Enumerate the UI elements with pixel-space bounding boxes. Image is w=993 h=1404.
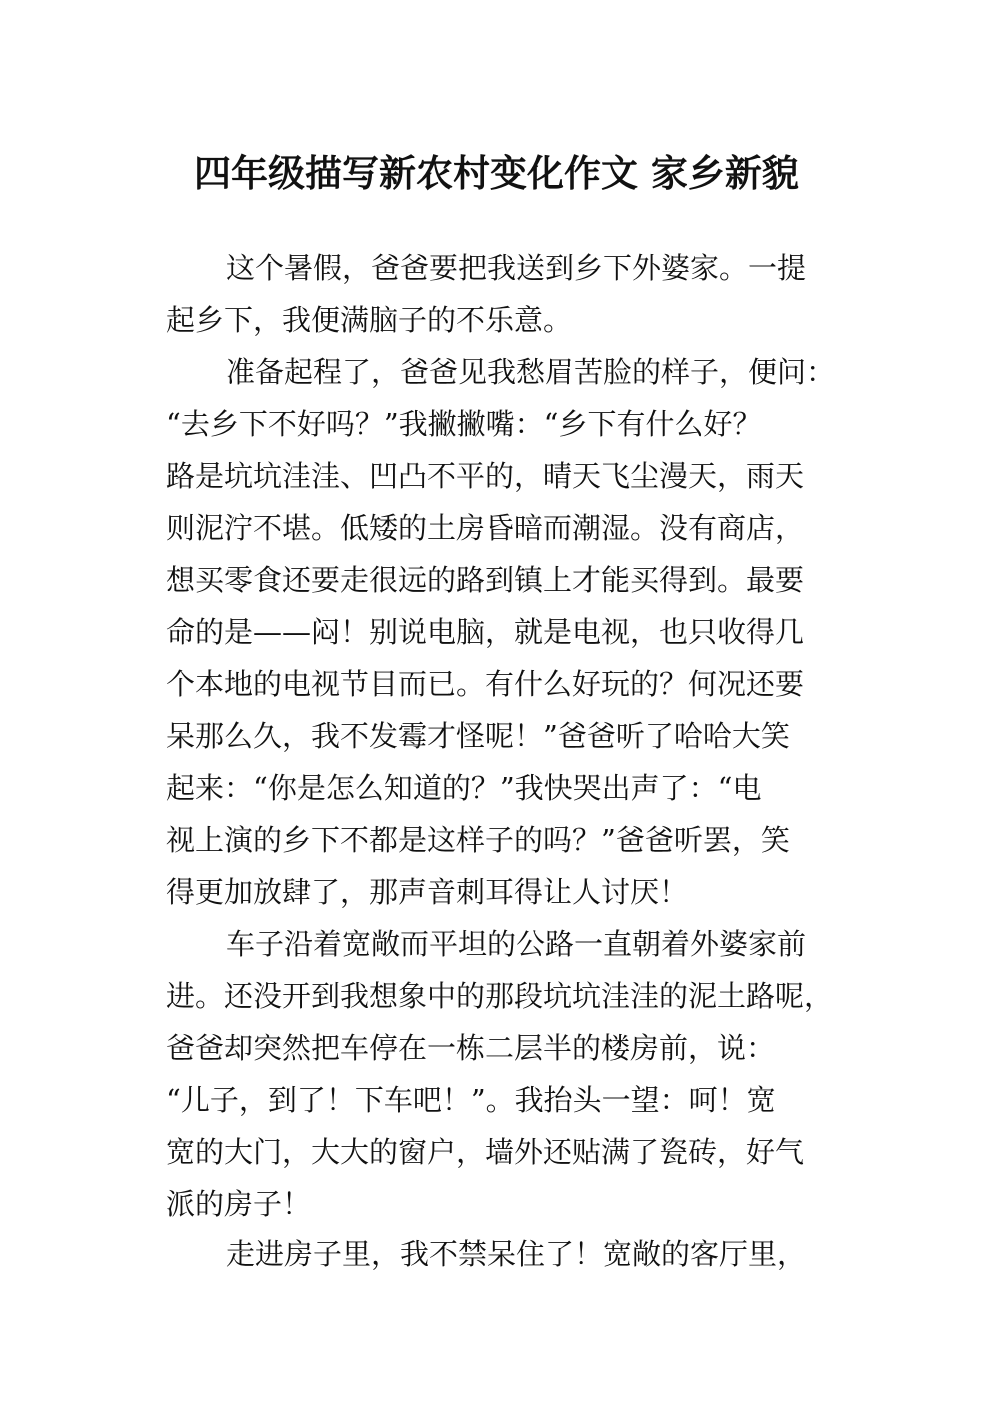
text-line: 派的房子！ [166,1187,312,1221]
text-line: 想买零食还要走很远的路到镇上才能买得到。最要 [166,563,805,597]
text-line: 走进房子里，我不禁呆住了！宽敞的客厅里， [226,1237,807,1271]
document-title: 四年级描写新农村变化作文 家乡新貌 [194,150,799,195]
text-line: 起乡下，我便满脑子的不乐意。 [166,303,573,337]
text-line: “儿子，到了！下车吧！”。我抬头一望：呵！宽 [166,1083,776,1117]
text-line: 准备起程了，爸爸见我愁眉苦脸的样子，便问： [226,355,836,389]
text-line: 起来：“你是怎么知道的？”我快哭出声了：“电 [166,771,762,805]
text-line: “去乡下不好吗？”我撇撇嘴：“乡下有什么好？ [166,407,762,441]
text-line: 这个暑假，爸爸要把我送到乡下外婆家。一提 [226,251,807,285]
text-line: 爸爸却突然把车停在一栋二层半的楼房前，说： [166,1031,776,1065]
text-line: 进。还没开到我想象中的那段坑坑洼洼的泥土路呢， [166,979,834,1013]
text-line: 呆那么久，我不发霉才怪呢！”爸爸听了哈哈大笑 [166,719,790,753]
text-line: 宽的大门，大大的窗户，墙外还贴满了瓷砖，好气 [166,1135,805,1169]
text-line: 则泥泞不堪。低矮的土房昏暗而潮湿。没有商店， [166,511,805,545]
text-line: 视上演的乡下不都是这样子的吗？”爸爸听罢，笑 [166,823,790,857]
text-line: 个本地的电视节目而已。有什么好玩的？何况还要 [166,667,805,701]
text-line: 路是坑坑洼洼、凹凸不平的，晴天飞尘漫天，雨天 [166,459,805,493]
text-line: 命的是——闷！别说电脑，就是电视，也只收得几 [166,615,805,649]
text-line: 车子沿着宽敞而平坦的公路一直朝着外婆家前 [226,927,807,961]
text-line: 得更加放肆了，那声音刺耳得让人讨厌！ [166,875,689,909]
